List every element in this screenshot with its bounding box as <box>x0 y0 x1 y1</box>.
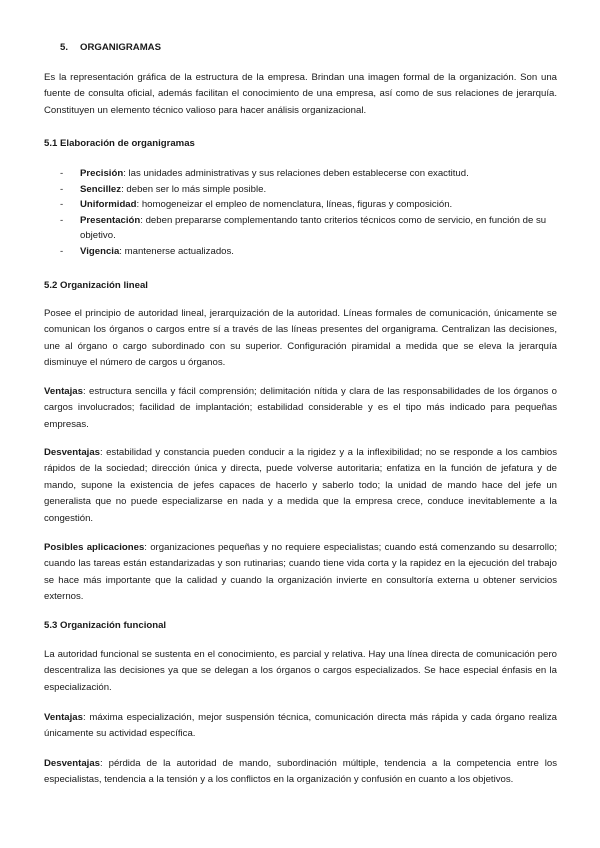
bullet-term: Uniformidad <box>80 199 137 210</box>
desventajas-text: : estabilidad y constancia pueden conducir a la rigidez y a la inflexibilidad; no se responde a los cambios rápidos de la sociedad; dirección única y directa, puede volverse autoritaria; enfatiza en la función de jefatura y de mando, supone la existencia de jefes capaces de hacerlo y saberlo todo; la unidad de mando hace del jefe un generalista que no puede especializarse en nada y a medida que la empresa crece, conduce inevitablemente a la congestión. <box>44 447 557 524</box>
lineal-intro-paragraph: Posee el principio de autoridad lineal, jerarquización de la autoridad. Líneas formales de comunicación, únicamente se comunican los órganos o cargos entre sí a través de las líneas presentes del organigrama. Centralizan las decisiones, une al órgano o cargo subordinado con su superior. Configuración piramidal a medida que se eleva la jerarquía disminuye el número de cargos u órganos. <box>44 308 557 369</box>
funcional-ventajas-paragraph <box>44 710 557 743</box>
bullet-term: Precisión <box>80 168 124 179</box>
bullet-text: : las unidades administrativas y sus relaciones deben establecerse con exactitud. <box>123 168 469 179</box>
intro-paragraph: Es la representación gráfica de la estructura de la empresa. Brindan una imagen formal de la organización. Son una fuente de consulta oficial, además facilitan el conocimiento de una empresa, así como de sus relaciones de jerarquía. Constituyen un elemento técnico valioso para hacer análisis organizacional. <box>44 72 557 116</box>
bullet-term: Presentación <box>80 214 141 226</box>
criteria-list <box>60 166 557 259</box>
list-item <box>60 197 557 213</box>
bullet-text: : homogeneizar el empleo de nomenclatura, líneas, figuras y composición. <box>136 199 453 210</box>
aplicaciones-label: Posibles aplicaciones <box>44 542 145 553</box>
funcional-intro-paragraph: La autoridad funcional se sustenta en el conocimiento, es parcial y relativa. Hay una línea directa de comunicación pero descentraliza las decisiones ya que se delegan a los órganos o cargos especializados. Se hace especial énfasis en la especialización. <box>44 649 557 693</box>
bullet-text: : mantenerse actualizados. <box>119 245 234 257</box>
desventajas-text: : pérdida de la autoridad de mando, subordinación múltiple, tendencia a la competencia entre los especialistas, tendencia a la tensión y a los conflictos en la organización y confusión en cuanto a los objetivos. <box>44 758 557 786</box>
bullet-text: : deben ser lo más simple posible. <box>121 183 267 195</box>
list-item <box>60 213 557 244</box>
ventajas-label: Ventajas <box>44 386 83 397</box>
dash-bullet: - <box>60 199 64 210</box>
list-item <box>60 182 557 198</box>
ventajas-text: : máxima especialización, mejor suspensión técnica, comunicación directa más rápida y cada órgano realiza únicamente su actividad específica. <box>44 712 557 740</box>
dash-bullet: - <box>60 245 64 257</box>
desventajas-label: Desventajas <box>44 758 100 769</box>
heading-5-1: 5.1 Elaboración de organigramas <box>44 138 195 149</box>
funcional-desventajas-paragraph <box>44 756 557 789</box>
section-title-text: ORGANIGRAMAS <box>80 42 162 53</box>
heading-5-2: 5.2 Organización lineal <box>44 280 148 291</box>
ventajas-label: Ventajas <box>44 712 83 723</box>
section-number: 5. <box>60 42 69 53</box>
bullet-text: : deben prepararse complementando tanto criterios técnicos como de servicio, en función de su objetivo. <box>80 214 547 241</box>
lineal-desventajas-paragraph <box>44 445 557 527</box>
bullet-term: Sencillez <box>80 183 122 195</box>
list-item <box>60 166 557 182</box>
aplicaciones-text: : organizaciones pequeñas y no requiere especialistas; cuando está comenzando su desarrollo; cuando las tareas están estandarizadas y son rutinarias; cuando tiene vida corta y la rapidez en la ejecución del trabajo se hace más importante que la calidad y cuando la organización invierte en consultoría externa u obtener servicios externos. <box>44 542 558 603</box>
dash-bullet: - <box>60 183 64 195</box>
ventajas-text: : estructura sencilla y fácil comprensión; delimitación nítida y clara de las responsabilidades de los órganos o cargos involucrados; facilidad de implantación; estabilidad considerable y es el tipo más indicado para pequeñas empresas. <box>44 386 557 430</box>
lineal-ventajas-paragraph <box>44 384 557 433</box>
bullet-term: Vigencia <box>80 245 120 257</box>
dash-bullet: - <box>60 214 64 226</box>
dash-bullet: - <box>60 168 64 179</box>
list-item <box>60 244 557 260</box>
lineal-aplicaciones-paragraph <box>44 540 557 606</box>
heading-5-3: 5.3 Organización funcional <box>44 620 167 631</box>
section-title <box>60 40 573 56</box>
desventajas-label: Desventajas <box>44 447 100 458</box>
